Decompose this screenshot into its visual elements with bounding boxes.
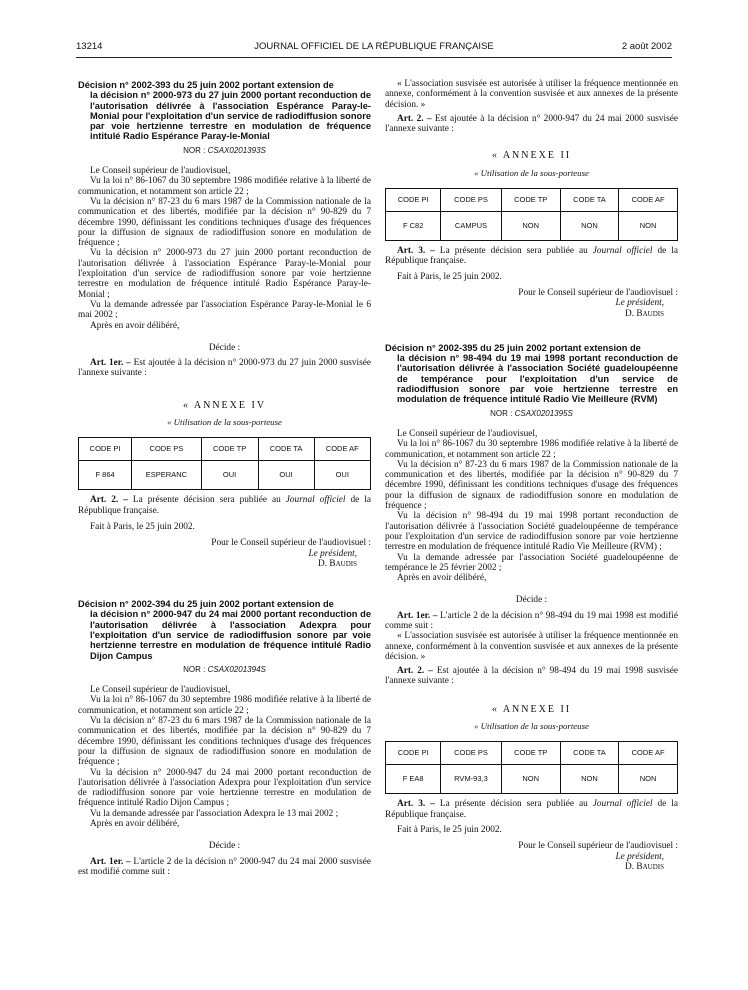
spacer bbox=[78, 156, 371, 166]
spacer bbox=[385, 731, 678, 741]
title-continuation: la décision n° 2000-973 du 27 juin 2000 portant reconduction de l'autorisation délivrée à l'association Espérance Paray-le-Monial pour l'exploitation d'un service de radiodiffusion sonore par voie hertzienne terrestre en modulation de fréquence intitulé Radio Espérance Paray-le-Monial bbox=[90, 90, 371, 142]
column-header: CODE TA bbox=[258, 438, 314, 461]
column-header: CODE AF bbox=[619, 189, 678, 212]
table-cell: F C82 bbox=[386, 212, 441, 241]
table-cell: NON bbox=[560, 212, 618, 241]
preamble-conseil: Le Conseil supérieur de l'audiovisuel, bbox=[397, 428, 538, 439]
fait-a-paris: Fait à Paris, le 25 juin 2002. bbox=[90, 521, 195, 532]
subcarrier-table bbox=[385, 741, 678, 794]
title-first-line: Décision n° 2002-394 du 25 juin 2002 portant extension de bbox=[78, 599, 334, 610]
role-text: Le président, bbox=[308, 548, 357, 559]
table-row bbox=[386, 765, 678, 794]
table-row bbox=[386, 212, 678, 241]
nor-label: NOR : bbox=[183, 145, 206, 155]
column-header: CODE PS bbox=[132, 438, 202, 461]
nor-code: CSAX0201394S bbox=[207, 664, 266, 674]
role-text: Le président, bbox=[615, 298, 664, 309]
header-rule bbox=[76, 57, 672, 58]
left-column bbox=[78, 80, 371, 877]
article-label: Art. 2. – bbox=[90, 495, 128, 506]
column-header: CODE PI bbox=[386, 189, 441, 212]
table-cell: RVM-93,3 bbox=[441, 765, 501, 794]
nor-reference bbox=[78, 146, 371, 156]
table-header-row bbox=[386, 189, 678, 212]
right-column bbox=[385, 79, 678, 872]
article-label: Art. 2. – bbox=[397, 666, 433, 677]
table-cell: OUI bbox=[314, 461, 370, 490]
signature-name bbox=[385, 862, 678, 872]
article-label: Art. 3. – bbox=[397, 246, 435, 257]
annexe-title: « ANNEXE II bbox=[491, 703, 572, 715]
visa-decision-reconduction: Vu la décision n° 2000-947 du 24 mai 2000 portant reconduction de l'autorisation délivrée à l'association Adexpra pour l'exploitation d'un service de radiodiffusion sonore par voie hertzienne terrestre en modulation de fréquence intitulé Radio Dijon Campus ; bbox=[78, 767, 371, 809]
article-text: L'article 2 de la décision n° 98-494 du 19 mai 1998 est modifié comme suit : bbox=[385, 610, 679, 631]
annexe-subtitle: « Utilisation de la sous-porteuse bbox=[167, 417, 282, 428]
column-header: CODE TP bbox=[501, 742, 560, 765]
signature-role bbox=[78, 549, 371, 559]
title-first-line: Décision n° 2002-393 du 25 juin 2002 portant extension de bbox=[78, 80, 334, 90]
article-text: de la République française. bbox=[385, 246, 678, 267]
spacer bbox=[385, 687, 678, 705]
table-row bbox=[79, 461, 371, 490]
subcarrier-table bbox=[78, 437, 371, 490]
page-number: 13214 bbox=[76, 41, 103, 52]
apres-deliberation: Après en avoir délibéré, bbox=[90, 320, 180, 331]
signature-name bbox=[78, 559, 371, 569]
table-cell: F 864 bbox=[79, 461, 132, 490]
spacer bbox=[385, 583, 678, 595]
spacer bbox=[385, 178, 678, 188]
article-1 bbox=[385, 611, 678, 632]
journal-officiel-italic: Journal officiel bbox=[592, 799, 653, 810]
table-cell: NON bbox=[501, 212, 560, 241]
article-text: Est ajoutée à la décision n° 2000-947 du 24 mai 2000 susvisée l'annexe suivante : bbox=[385, 113, 679, 135]
quoted-article: « L'association susvisée est autorisée à utiliser la fréquence mentionnée en annexe, conformément à la convention susvisée et aux annexes de la présente décision. » bbox=[385, 79, 678, 110]
decision-title bbox=[78, 599, 371, 661]
signature-role bbox=[385, 852, 678, 862]
spacer bbox=[385, 419, 678, 429]
column-header: CODE PS bbox=[441, 742, 501, 765]
article-text: Est ajoutée à la décision n° 2000-973 du 27 juin 2000 susvisée l'annexe suivante : bbox=[78, 358, 372, 379]
nor-reference bbox=[385, 409, 678, 419]
visa-decision-reconduction: Vu la décision n° 98-494 du 19 mai 1998 portant reconduction de l'autorisation délivrée à l'association Société guadeloupéenne de tempérance pour l'exploitation d'un service de radiodiffusion sonore par voie hertzienne terrestre en modulation de fréquence intitulé Radio Vie Meilleure (RVM) ; bbox=[385, 511, 678, 553]
signatory: D. Baudis bbox=[625, 861, 664, 872]
title-first-line: Décision n° 2002-395 du 25 juin 2002 portant extension de bbox=[385, 342, 641, 353]
preamble-conseil: Le Conseil supérieur de l'audiovisuel, bbox=[90, 166, 231, 177]
decision-393 bbox=[78, 80, 371, 569]
article-text: La présente décision sera publiée au bbox=[439, 799, 588, 810]
nor-reference bbox=[78, 665, 371, 675]
decision-395 bbox=[385, 343, 678, 872]
spacer bbox=[78, 379, 371, 401]
spacer bbox=[78, 427, 371, 437]
table-cell: NON bbox=[619, 212, 678, 241]
article-text: L'article 2 de la décision n° 2000-947 du 24 mai 2000 susvisée est modifié comme suit : bbox=[78, 856, 371, 877]
visa-decision-87-23: Vu la décision n° 87-23 du 6 mars 1987 de la Commission nationale de la communication et des libertés, modifiée par la décision n° 90-829 du 7 décembre 1990, définissant les conditions techniques d'usage des fréquences pour la diffusion de signaux de radiodiffusion sonore en modulation de fréquence ; bbox=[78, 716, 371, 768]
apres-deliberation: Après en avoir délibéré, bbox=[90, 819, 180, 830]
table-cell: OUI bbox=[258, 461, 314, 490]
subcarrier-table bbox=[385, 188, 678, 241]
article-1 bbox=[78, 358, 371, 379]
decision-title bbox=[385, 343, 678, 405]
signature-pour: Pour le Conseil supérieur de l'audiovisuel : bbox=[518, 287, 678, 298]
column-header: CODE PI bbox=[386, 742, 441, 765]
journal-title: JOURNAL OFFICIEL DE LA RÉPUBLIQUE FRANÇAISE bbox=[254, 41, 494, 52]
spacer bbox=[78, 331, 371, 343]
article-text: Est ajoutée à la décision n° 98-494 du 19 mai 1998 susvisée l'annexe suivante : bbox=[385, 666, 679, 687]
annexe-subtitle: « Utilisation de la sous-porteuse bbox=[474, 167, 589, 178]
column-header: CODE TA bbox=[560, 742, 618, 765]
visa-decision-reconduction: Vu la décision n° 2000-973 du 27 juin 2000 portant reconduction de l'autorisation délivrée à l'association Espérance Paray-le-Monial pour l'exploitation d'un service de radiodiffusion sonore par voie hertzienne terrestre en modulation de fréquence intitulé Radio Espérance Paray-le-Monial ; bbox=[78, 248, 371, 300]
title-continuation: la décision n° 2000-947 du 24 mai 2000 portant reconduction de l'autorisation délivrée à l'association Adexpra pour l'exploitation d'un service de radiodiffusion sonore par voie hertzienne terrestre en modulation de fréquence intitulé Radio Dijon Campus bbox=[90, 609, 371, 661]
table-cell: NON bbox=[501, 765, 560, 794]
fait-a-paris: Fait à Paris, le 25 juin 2002. bbox=[397, 271, 502, 282]
visa-loi: Vu la loi n° 86-1067 du 30 septembre 1986 modifiée relative à la liberté de communication, et notamment son article 22 ; bbox=[78, 695, 371, 716]
column-header: CODE AF bbox=[619, 742, 678, 765]
visa-decision-87-23: Vu la décision n° 87-23 du 6 mars 1987 de la Commission nationale de la communication et des libertés, modifiée par la décision n° 90-829 du 7 décembre 1990, définissant les conditions techniques d'usage des fréquences pour la diffusion de signaux de radiodiffusion sonore en modulation de fréquence ; bbox=[385, 459, 678, 512]
role-text: Le président, bbox=[615, 851, 664, 862]
spacer bbox=[78, 675, 371, 685]
visa-loi: Vu la loi n° 86-1067 du 30 septembre 1986 modifiée relative à la liberté de communication, et notamment son article 22 ; bbox=[385, 439, 678, 460]
article-2 bbox=[385, 114, 678, 135]
spacer bbox=[78, 829, 371, 841]
article-text: La présente décision sera publiée au bbox=[439, 246, 588, 257]
article-label: Art. 1er. – bbox=[90, 856, 131, 867]
nor-label: NOR : bbox=[490, 408, 513, 418]
apres-deliberation: Après en avoir délibéré, bbox=[397, 573, 487, 584]
spacer bbox=[78, 569, 371, 599]
signature-name bbox=[385, 309, 678, 319]
nor-label: NOR : bbox=[183, 664, 206, 674]
article-1 bbox=[78, 857, 371, 878]
article-text: La présente décision sera publiée au bbox=[132, 495, 281, 506]
column-header: CODE TA bbox=[560, 189, 618, 212]
column-header: CODE PS bbox=[441, 189, 501, 212]
table-cell: ESPERANC bbox=[132, 461, 202, 490]
annexe-title: « ANNEXE II bbox=[491, 150, 572, 162]
article-label: Art. 1er. – bbox=[397, 610, 438, 621]
column-header: CODE TP bbox=[201, 438, 258, 461]
article-3 bbox=[385, 799, 678, 820]
title-continuation: la décision n° 98-494 du 19 mai 1998 portant reconduction de l'autorisation délivrée à l'association Société guadeloupéenne de tempérance pour l'exploitation d'un service de radiodiffusion sonore par voie hertzienne terrestre en modulation de fréquence intitulé Radio Vie Meilleure (RVM) bbox=[397, 353, 678, 405]
article-label: Art. 3. – bbox=[397, 799, 435, 810]
table-header-row bbox=[79, 438, 371, 461]
signature-role bbox=[385, 298, 678, 308]
article-3 bbox=[385, 246, 678, 267]
journal-officiel-italic: Journal officiel bbox=[285, 495, 346, 506]
journal-officiel-italic: Journal officiel bbox=[592, 246, 653, 257]
spacer bbox=[385, 134, 678, 151]
column-header: CODE PI bbox=[79, 438, 132, 461]
article-text: de la République française. bbox=[385, 799, 678, 820]
table-cell: OUI bbox=[201, 461, 258, 490]
table-header-row bbox=[386, 742, 678, 765]
article-text: de la République française. bbox=[78, 495, 371, 516]
article-2 bbox=[385, 666, 678, 687]
table-cell: F EA8 bbox=[386, 765, 441, 794]
signatory: D. Baudis bbox=[625, 308, 664, 319]
table-cell: NON bbox=[619, 765, 678, 794]
decision-title bbox=[78, 80, 371, 142]
visa-demande: Vu la demande adressée par l'association Société guadeloupéenne de tempérance le 25 février 2002 ; bbox=[385, 552, 678, 573]
annexe-subtitle: « Utilisation de la sous-porteuse bbox=[474, 721, 589, 732]
article-2 bbox=[78, 495, 371, 516]
page-header bbox=[76, 41, 672, 55]
visa-demande: Vu la demande adressée par l'association Espérance Paray-le-Monial le 6 mai 2002 ; bbox=[78, 299, 371, 321]
visa-decision-87-23: Vu la décision n° 87-23 du 6 mars 1987 de la Commission nationale de la communication et des libertés, modifiée par la décision n° 90-829 du 7 décembre 1990, définissant les conditions techniques d'usage des fréquences pour la diffusion de signaux de radiodiffusion sonore en modulation de fréquence ; bbox=[78, 196, 371, 249]
decision-394 bbox=[78, 599, 371, 877]
visa-demande: Vu la demande adressée par l'association Adexpra le 13 mai 2002 ; bbox=[90, 808, 339, 819]
article-label: Art. 2. – bbox=[397, 113, 432, 124]
signature-pour: Pour le Conseil supérieur de l'audiovisuel : bbox=[518, 841, 678, 852]
table-cell: NON bbox=[560, 765, 618, 794]
article-label: Art. 1er. – bbox=[90, 358, 131, 369]
signature-pour: Pour le Conseil supérieur de l'audiovisuel : bbox=[211, 538, 371, 549]
decide-label: Décide : bbox=[208, 342, 241, 353]
spacer bbox=[385, 319, 678, 343]
fait-a-paris: Fait à Paris, le 25 juin 2002. bbox=[397, 824, 502, 835]
signatory: D. Baudis bbox=[318, 558, 357, 569]
annexe-title: « ANNEXE IV bbox=[182, 399, 267, 411]
issue-date: 2 août 2002 bbox=[621, 41, 672, 52]
nor-code: CSAX0201393S bbox=[207, 145, 266, 155]
quoted-article: « L'association susvisée est autorisée à utiliser la fréquence mentionnée en annexe, conformément à la convention susvisée et aux annexes de la présente décision. » bbox=[385, 631, 678, 662]
decision-394-continued bbox=[385, 79, 678, 319]
decide-label: Décide : bbox=[515, 595, 548, 606]
column-header: CODE AF bbox=[314, 438, 370, 461]
nor-code: CSAX0201395S bbox=[514, 408, 573, 418]
preamble-conseil: Le Conseil supérieur de l'audiovisuel, bbox=[90, 685, 231, 696]
table-cell: CAMPUS bbox=[441, 212, 501, 241]
visa-loi: Vu la loi n° 86-1067 du 30 septembre 1986 modifiée relative à la liberté de communication, et notamment son article 22 ; bbox=[78, 176, 371, 197]
decide-label: Décide : bbox=[208, 841, 241, 852]
column-header: CODE TP bbox=[501, 189, 560, 212]
